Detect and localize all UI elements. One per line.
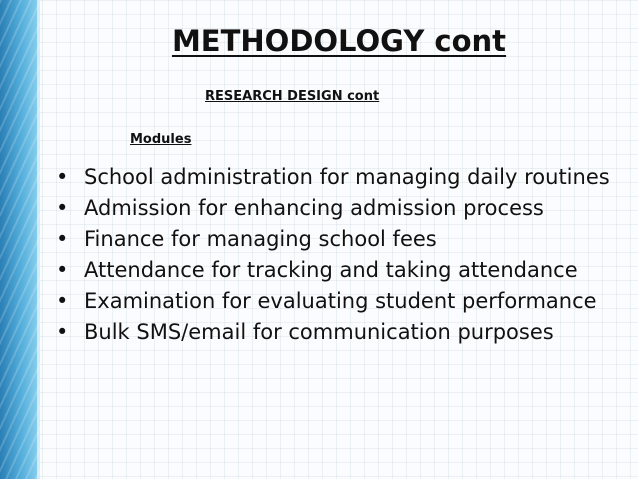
slide-title xyxy=(40,24,638,58)
bullet-item xyxy=(56,226,626,253)
bullet-text: Admission for enhancing admission process xyxy=(84,196,544,220)
bullet-dot: • xyxy=(56,196,69,220)
bullet-list xyxy=(56,164,626,346)
bullet-text: Examination for evaluating student performance xyxy=(84,289,597,313)
bullet-item xyxy=(56,195,626,222)
bullet-item xyxy=(56,257,626,284)
bullet-item xyxy=(56,288,626,315)
bullet-dot: • xyxy=(56,227,69,251)
bullet-text: School administration for managing daily routines xyxy=(84,165,610,189)
bullet-text: Attendance for tracking and taking attendance xyxy=(84,258,578,282)
bullet-dot: • xyxy=(56,289,69,313)
decorative-side-band xyxy=(0,0,40,479)
bullet-dot: • xyxy=(56,320,69,344)
slide-subtitle: RESEARCH DESIGN cont xyxy=(205,89,380,104)
section-label: Modules xyxy=(130,132,192,147)
bullet-text: Finance for managing school fees xyxy=(84,227,437,251)
bullet-dot: • xyxy=(56,258,69,282)
bullet-item xyxy=(56,319,626,346)
bullet-item xyxy=(56,164,626,191)
bullet-dot: • xyxy=(56,165,69,189)
bullet-text: Bulk SMS/email for communication purposes xyxy=(84,320,554,344)
slide-title-text: METHODOLOGY cont xyxy=(171,24,507,58)
